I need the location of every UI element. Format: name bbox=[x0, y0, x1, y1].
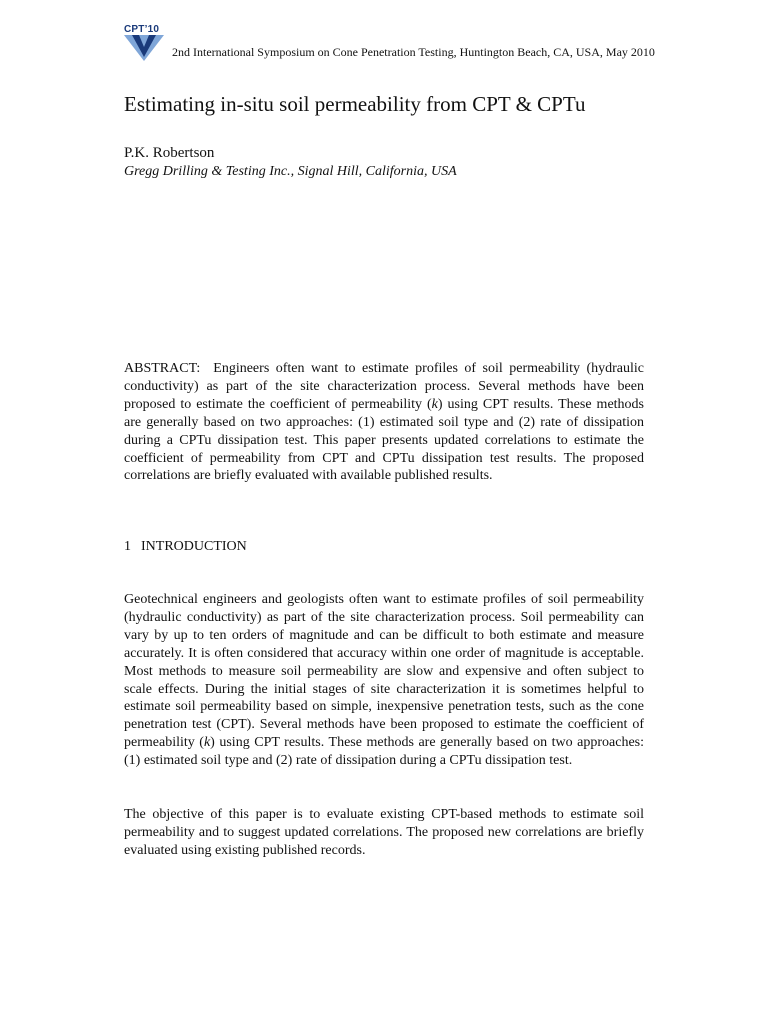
author-affiliation: Gregg Drilling & Testing Inc., Signal Hill, California, USA bbox=[124, 164, 457, 179]
intro-paragraph-1-part2: ) using CPT results. These methods are generally based on two approaches: (1) estimated soil type and (2) rate of dissipation during a CPTu dissipation test. bbox=[124, 735, 644, 769]
abstract-text-part2: ) using CPT results. These methods are generally based on two approaches: (1) estimated soil type and (2) rate of dissipation during a CPTu dissipation test. This paper presents updated correlations to estimate the coefficient of permeability from CPT and CPTu dissipation test results. The proposed correlations are briefly evaluated with available published results. bbox=[124, 396, 645, 484]
author-name: P.K. Robertson bbox=[124, 145, 215, 161]
intro-k-symbol: k bbox=[203, 735, 211, 751]
abstract-text-part1: Engineers often want to estimate profiles of soil permeability (hydraulic conductivity) as part of the site characterization process. Several methods have been proposed to estimate the coefficient of permeability ( bbox=[124, 361, 644, 412]
intro-paragraph-1-part1: Geotechnical engineers and geologists often want to estimate profiles of soil permeability (hydraulic conductivity) as part of the site characterization process. Soil permeability can vary by up to ten orders of magnitude and can be difficult to both estimate and measure accurately. It is often considered that accuracy within one order of magnitude is acceptable. Most methods to measure soil permeability are slow and expensive and often subject to scale effects. During the initial stages of site characterization it is sometimes helpful to estimate soil permeability based on simple, inexpensive penetration tests, such as the cone penetration test (CPT). Several methods have been proposed to estimate the coefficient of permeability ( bbox=[124, 592, 644, 751]
abstract-label: ABSTRACT: bbox=[124, 361, 201, 376]
conference-header: 2nd International Symposium on Cone Penetration Testing, Huntington Beach, CA, USA, May 2010 bbox=[172, 45, 655, 59]
section-number: 1 bbox=[124, 539, 131, 554]
section-heading-introduction bbox=[124, 539, 247, 555]
intro-paragraph-2: The objective of this paper is to evaluate existing CPT-based methods to estimate soil permeability and to suggest updated correlations. The proposed new correlations are briefly evaluated using existing published records. bbox=[124, 807, 644, 858]
triangle-logo-icon bbox=[124, 35, 164, 61]
paper-title: Estimating in-situ soil permeability from CPT & CPTu bbox=[124, 92, 586, 116]
logo-text: CPT’10 bbox=[124, 24, 160, 35]
section-title: INTRODUCTION bbox=[141, 539, 247, 554]
abstract-paragraph bbox=[124, 360, 644, 485]
intro-paragraph-1 bbox=[124, 591, 644, 770]
abstract-k-symbol: k bbox=[431, 396, 438, 412]
conference-logo bbox=[124, 24, 164, 62]
